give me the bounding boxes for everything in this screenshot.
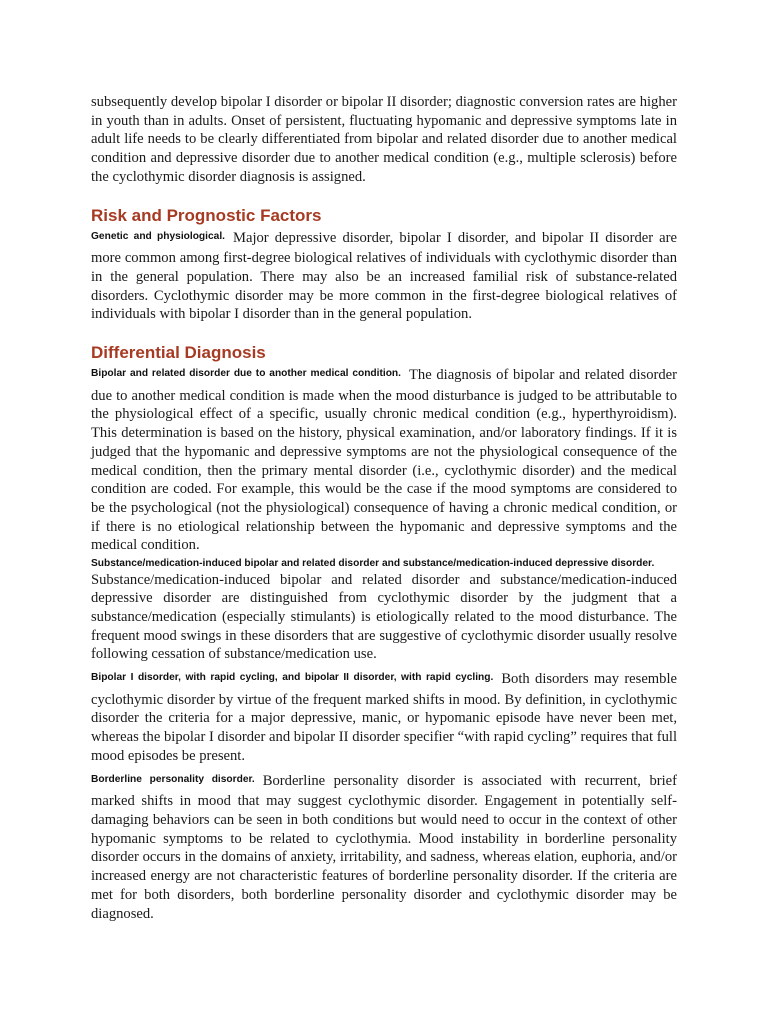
genetic-run-in-label: Genetic and physiological. [91,230,225,242]
differential-entry-rapid-cycling [91,670,677,766]
entry-text-borderline: Borderline personality disorder is associated with recurrent, brief marked shifts in mood that may suggest cyclothymic disorder. Engagement in potentially self-damaging behaviors can be seen in both conditions but would need to occur in the context of other hypomanic symptoms to be related to cyclothymia. Mood instability in borderline personality disorder occurs in the domains of anxiety, irritability, and sadness, whereas elation, euphoria, and/or increased energy are not characteristic features of borderline personality disorder. If the criteria are met for both disorders, both borderline personality disorder and cyclothymic disorder may be diagnosed. [91,772,677,922]
differential-entry-medical-condition [91,366,677,555]
risk-section-heading: Risk and Prognostic Factors [91,205,322,225]
entry-text-rapid-cycling: Both disorders may resemble cyclothymic disorder by virtue of the frequent marked shifts in mood. By definition, in cyclothymic disorder the criteria for a major depressive, manic, or hypomanic episode have never been met, whereas the bipolar I disorder and bipolar II disorder specifier “with rapid cycling” requires that full mood episodes be present. [91,671,677,764]
differential-section-heading: Differential Diagnosis [91,343,266,363]
entry-label-borderline: Borderline personality disorder. [91,773,255,785]
entry-label-rapid-cycling: Bipolar I disorder, with rapid cycling, and bipolar II disorder, with rapid cycling. [91,672,494,684]
differential-entry-borderline [91,772,677,924]
entry-text-medical-condition: The diagnosis of bipolar and related disorder due to another medical condition is made when the mood disturbance is judged to be attributable to the physiological effect of a specific, usually chronic medical condition (e.g., hyperthyroidism). This determination is based on the history, physical examination, and/or laboratory findings. If it is judged that the hypomanic and depressive symptoms are not the physiological consequence of the medical condition, then the primary mental disorder (i.e., cyclothymic disorder) and the medical condition are coded. For example, this would be the case if the mood symptoms are considered to be the psychological (not the physiological) consequence of having a chronic medical condition, or if there is no etiological relationship between the hypomanic and depressive symptoms and the medical condition. [91,367,677,554]
entry-label-medical-condition: Bipolar and related disorder due to another medical condition. [91,368,401,380]
entry-label-substance-induced: Substance/medication-induced bipolar and related disorder and substance/medication-induced depressive disorder. [91,558,655,570]
genetic-paragraph [91,229,677,325]
differential-entry-substance-induced [91,557,677,664]
document-page [91,93,677,923]
entry-text-substance-induced: Substance/medication-induced bipolar and related disorder and substance/medication-induced depressive disorder are distinguished from cyclothymic disorder by the judgment that a substance/medication (especially stimulants) is etiologically related to the mood disturbance. The frequent mood swings in these disorders that are suggestive of cyclothymic disorder usually resolve following cessation of substance/medication use. [91,571,677,663]
genetic-text: Major depressive disorder, bipolar I disorder, and bipolar II disorder are more common among first-degree biological relatives of individuals with cyclothymic disorder than in the general population. There may also be an increased familial risk of substance-related disorders. Cyclothymic disorder may be more common in the first-degree biological relatives of individuals with bipolar I disorder than in the general population. [91,229,677,323]
intro-paragraph: subsequently develop bipolar I disorder or bipolar II disorder; diagnostic conversion rates are higher in youth than in adults. Onset of persistent, fluctuating hypomanic and depressive symptoms late in adult life needs to be clearly differentiated from bipolar and related disorder due to another medical condition and depressive disorder due to another medical condition (e.g., multiple sclerosis) before the cyclothymic disorder diagnosis is assigned. [91,94,677,185]
